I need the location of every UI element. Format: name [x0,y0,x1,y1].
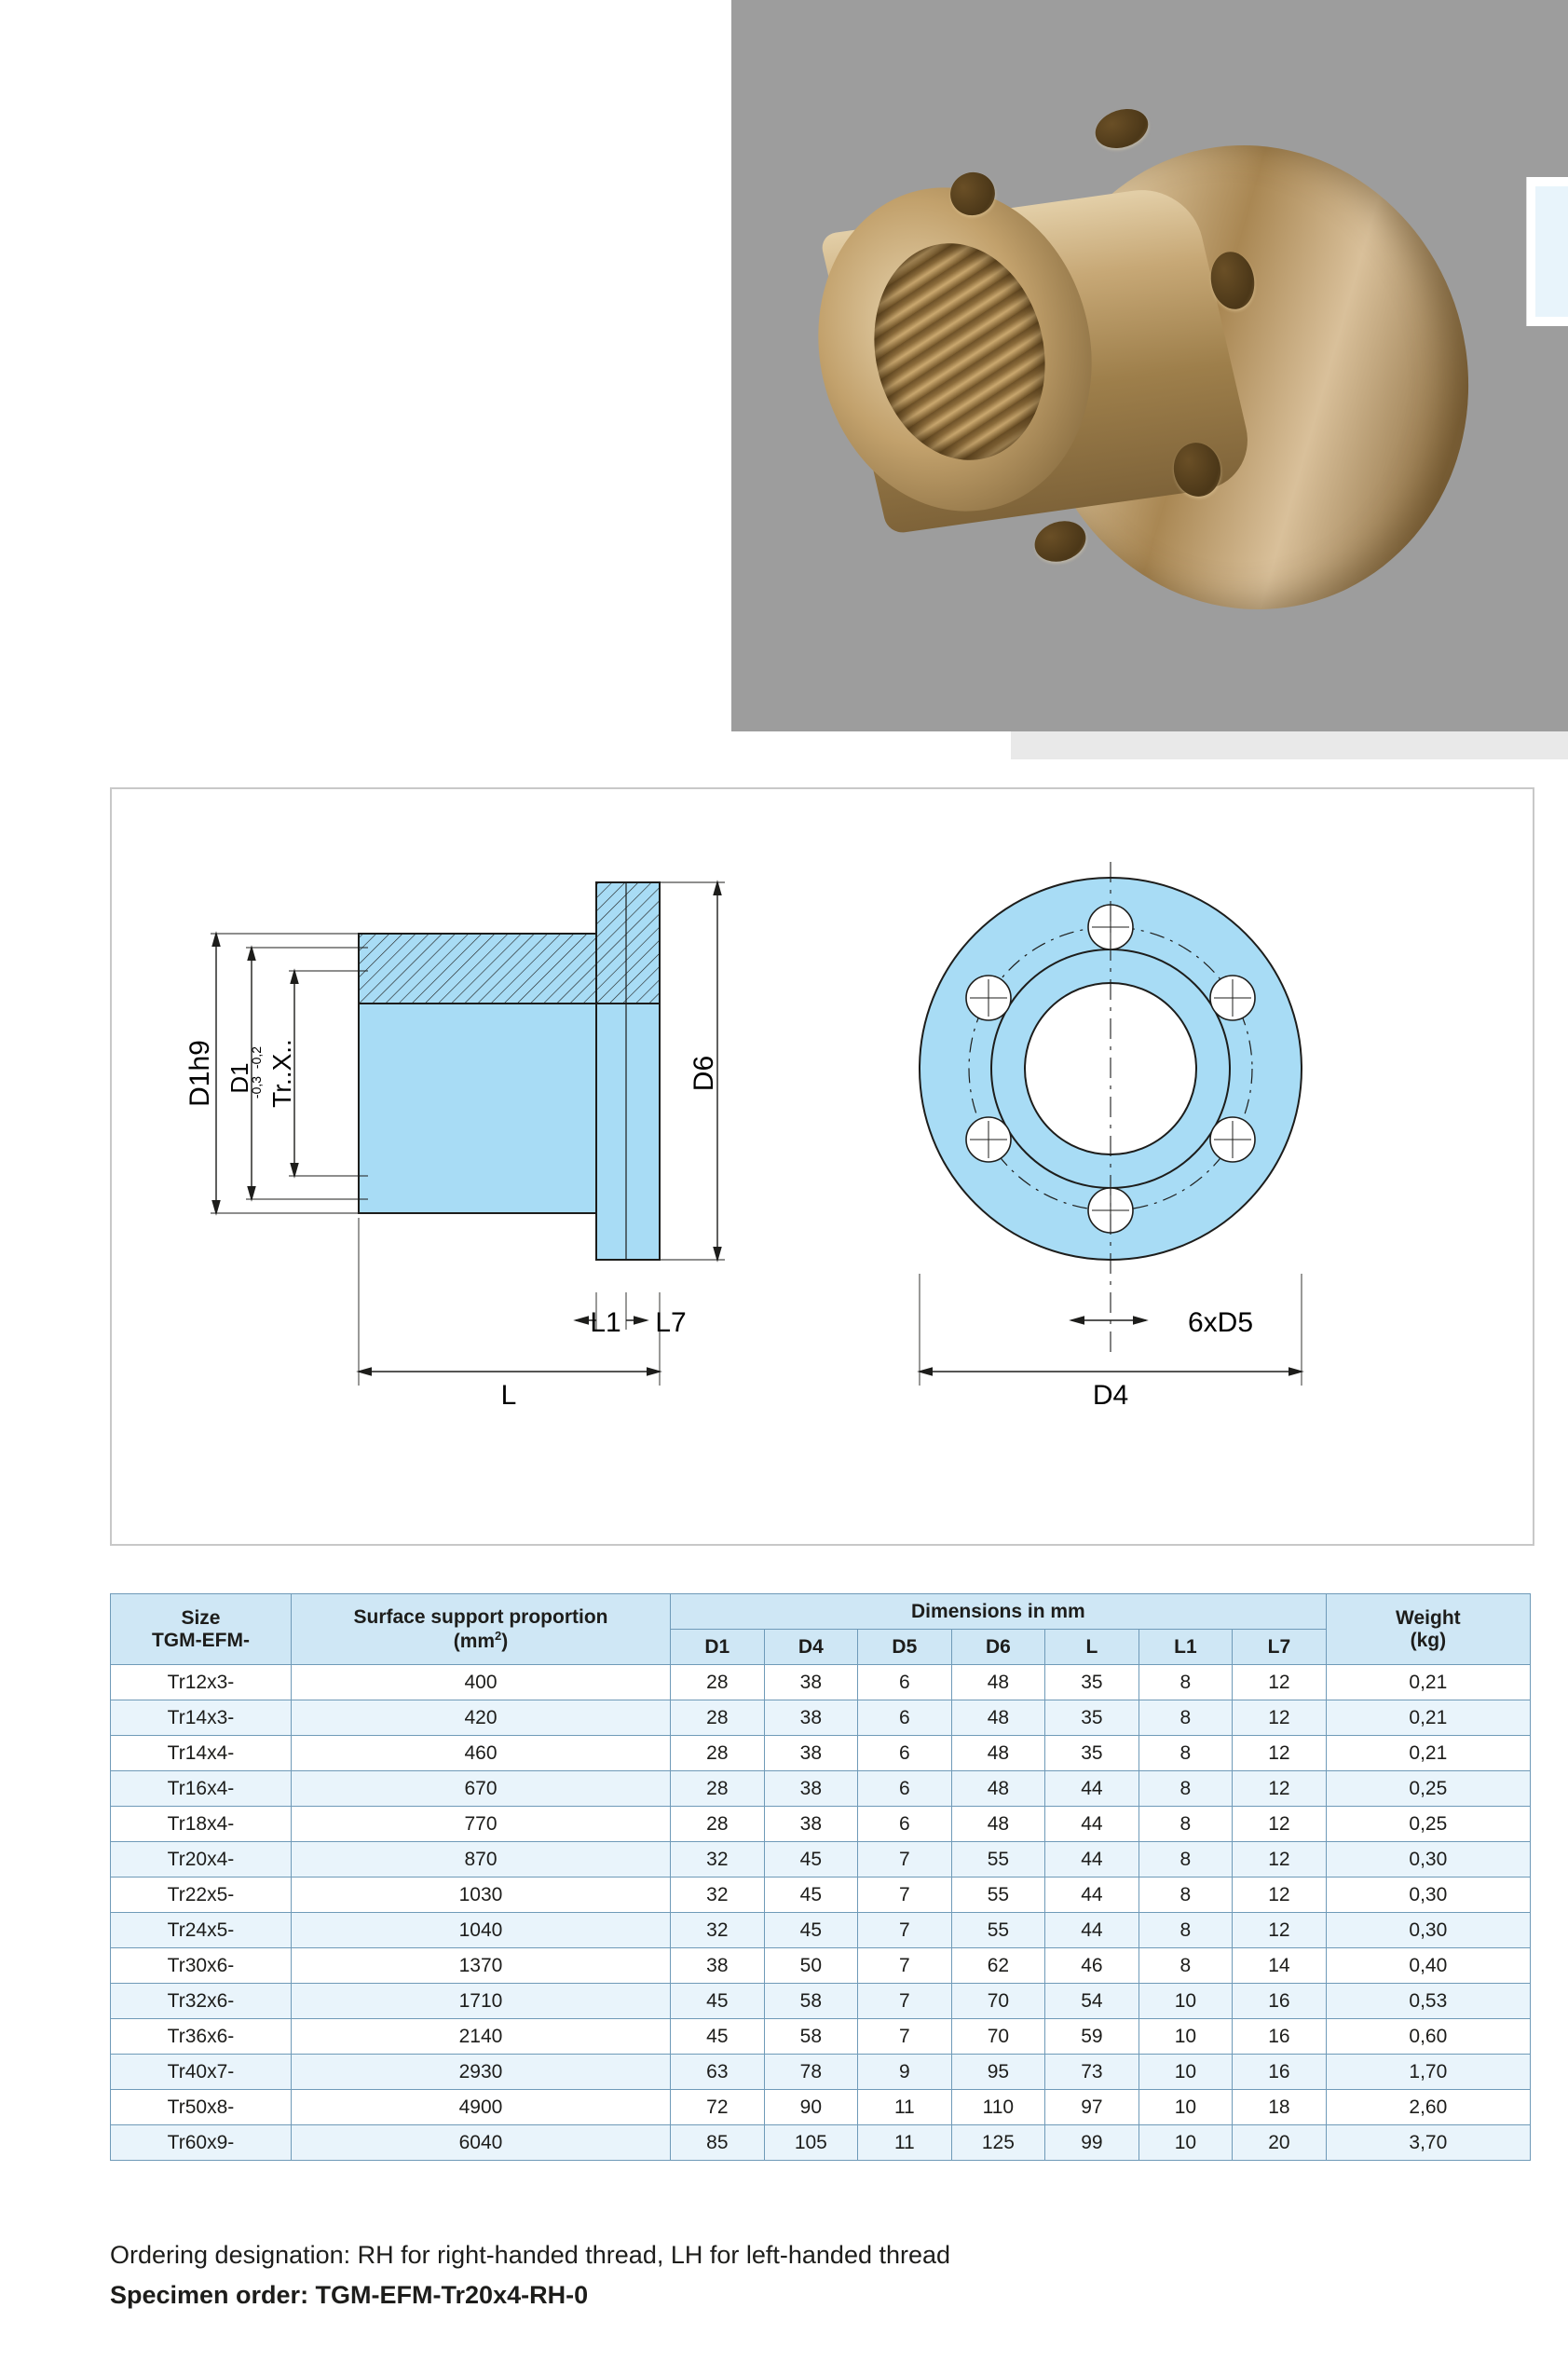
cell-l: 44 [1045,1807,1139,1842]
th-size-line1: Size [181,1606,221,1629]
th-weight-line2: (kg) [1410,1629,1447,1651]
bolt-hole [1090,102,1153,155]
th-dimensions-group: Dimensions in mm [671,1594,1327,1630]
cell-d1: 32 [671,1913,765,1948]
cell-d5: 11 [858,2125,952,2161]
cell-l: 44 [1045,1878,1139,1913]
cell-surface: 400 [291,1665,670,1700]
cell-d5: 6 [858,1700,952,1736]
cell-weight: 0,25 [1326,1807,1530,1842]
cell-l: 35 [1045,1665,1139,1700]
cell-d5: 7 [858,1984,952,2019]
th-d1: D1 [671,1630,765,1665]
cell-d1: 32 [671,1878,765,1913]
th-surface-support [291,1594,670,1665]
label-l: L [500,1380,517,1411]
cell-d6: 55 [951,1842,1045,1878]
th-surface-exponent: 2 [495,1628,502,1643]
cell-l7: 12 [1233,1878,1327,1913]
cell-l7: 12 [1233,1807,1327,1842]
table-row [111,2019,1531,2055]
cell-d5: 7 [858,1913,952,1948]
cell-l7: 16 [1233,1984,1327,2019]
cell-size: Tr16x4- [111,1771,292,1807]
cell-d4: 50 [764,1948,858,1984]
flange-nut-illustration [787,75,1523,652]
cell-surface: 6040 [291,2125,670,2161]
section-view [184,882,725,1411]
cell-weight: 0,21 [1326,1736,1530,1771]
specification-table [110,1593,1531,2161]
cell-surface: 870 [291,1842,670,1878]
cell-weight: 0,40 [1326,1948,1530,1984]
cell-l7: 12 [1233,1700,1327,1736]
cell-weight: 1,70 [1326,2055,1530,2090]
front-view [920,862,1302,1411]
cell-l1: 10 [1139,2055,1233,2090]
cell-surface: 460 [291,1736,670,1771]
cell-d4: 105 [764,2125,858,2161]
table-row [111,1878,1531,1913]
cell-d1: 28 [671,1665,765,1700]
cell-d4: 58 [764,1984,858,2019]
cell-d6: 70 [951,2019,1045,2055]
cell-size: Tr60x9- [111,2125,292,2161]
table-row [111,2055,1531,2090]
cell-l: 73 [1045,2055,1139,2090]
cell-weight: 0,25 [1326,1771,1530,1807]
cell-size: Tr50x8- [111,2090,292,2125]
label-l7: L7 [655,1307,687,1338]
cell-size: Tr14x3- [111,1700,292,1736]
cell-l1: 8 [1139,1948,1233,1984]
th-weight-line1: Weight [1396,1606,1461,1629]
cell-d6: 48 [951,1665,1045,1700]
table-row [111,1913,1531,1948]
cell-surface: 2140 [291,2019,670,2055]
technical-drawing-svg [112,789,1533,1544]
table-row [111,2125,1531,2161]
cell-d4: 58 [764,2019,858,2055]
cell-surface: 1710 [291,1984,670,2019]
cell-surface: 1040 [291,1913,670,1948]
cell-size: Tr36x6- [111,2019,292,2055]
table-row [111,1665,1531,1700]
cell-d5: 7 [858,1878,952,1913]
cell-l7: 12 [1233,1736,1327,1771]
table-row [111,2090,1531,2125]
cell-surface: 2930 [291,2055,670,2090]
cell-weight: 0,30 [1326,1842,1530,1878]
cell-d6: 55 [951,1878,1045,1913]
table-head [111,1594,1531,1665]
cell-d4: 38 [764,1700,858,1736]
cell-weight: 0,30 [1326,1913,1530,1948]
th-l: L [1045,1630,1139,1665]
cell-l1: 8 [1139,1665,1233,1700]
cell-d4: 45 [764,1842,858,1878]
table-row [111,1842,1531,1878]
cell-l: 44 [1045,1771,1139,1807]
cell-d5: 7 [858,1842,952,1878]
cell-d1: 85 [671,2125,765,2161]
cell-l1: 8 [1139,1913,1233,1948]
cell-l7: 12 [1233,1771,1327,1807]
th-d5: D5 [858,1630,952,1665]
ordering-designation: Ordering designation: RH for right-handed thread, LH for left-handed thread [110,2241,951,2269]
cell-d6: 48 [951,1771,1045,1807]
cell-l1: 8 [1139,1700,1233,1736]
cell-d4: 78 [764,2055,858,2090]
cell-d6: 70 [951,1984,1045,2019]
cell-l7: 12 [1233,1665,1327,1700]
cell-l: 97 [1045,2090,1139,2125]
cell-d6: 55 [951,1913,1045,1948]
cell-l1: 8 [1139,1771,1233,1807]
cell-d4: 38 [764,1807,858,1842]
cell-d4: 38 [764,1771,858,1807]
cell-weight: 0,21 [1326,1700,1530,1736]
cell-surface: 1030 [291,1878,670,1913]
cell-d4: 45 [764,1878,858,1913]
cell-weight: 3,70 [1326,2125,1530,2161]
cell-d4: 38 [764,1665,858,1700]
cell-surface: 770 [291,1807,670,1842]
label-6xd5: 6xD5 [1187,1307,1254,1338]
cell-l1: 10 [1139,1984,1233,2019]
cell-size: Tr12x3- [111,1665,292,1700]
footer-notes [110,2241,1507,2310]
photo-shadow [1011,731,1568,759]
specimen-order: Specimen order: TGM-EFM-Tr20x4-RH-0 [110,2281,589,2309]
cell-surface: 1370 [291,1948,670,1984]
cell-l1: 10 [1139,2125,1233,2161]
th-surface-line2 [292,1629,670,1653]
photo-baseline-white [731,731,1011,759]
cell-d1: 63 [671,2055,765,2090]
technical-drawing-panel [110,787,1534,1546]
cell-d6: 48 [951,1736,1045,1771]
th-surface-line1: Surface support proportion [353,1605,608,1628]
cell-d1: 38 [671,1948,765,1984]
cell-d5: 7 [858,2019,952,2055]
table-row [111,1771,1531,1807]
cell-d4: 90 [764,2090,858,2125]
cell-l: 35 [1045,1736,1139,1771]
label-d1-tol-lower: -0,3 [249,1075,264,1099]
cell-d6: 110 [951,2090,1045,2125]
cell-d1: 45 [671,1984,765,2019]
cell-surface: 670 [291,1771,670,1807]
table-row [111,1807,1531,1842]
cell-l7: 20 [1233,2125,1327,2161]
cell-l1: 10 [1139,2090,1233,2125]
cell-d1: 28 [671,1700,765,1736]
th-d6: D6 [951,1630,1045,1665]
table-row [111,1984,1531,2019]
cell-d6: 62 [951,1948,1045,1984]
product-photo [0,0,1568,755]
label-d6: D6 [689,1055,719,1092]
cell-l7: 12 [1233,1913,1327,1948]
table-row [111,1700,1531,1736]
th-surface-unit: (mm [453,1630,496,1652]
cell-d6: 125 [951,2125,1045,2161]
cell-size: Tr22x5- [111,1878,292,1913]
cell-d1: 28 [671,1736,765,1771]
cell-surface: 4900 [291,2090,670,2125]
table-body [111,1665,1531,2161]
cell-l1: 8 [1139,1842,1233,1878]
label-d1h9: D1h9 [184,1040,215,1107]
cell-d6: 95 [951,2055,1045,2090]
cell-surface: 420 [291,1700,670,1736]
label-d1-tolerance: D1 [225,1062,253,1094]
cell-d1: 32 [671,1842,765,1878]
cell-weight: 0,53 [1326,1984,1530,2019]
cell-d5: 6 [858,1736,952,1771]
th-size-line2: TGM-EFM- [151,1629,250,1651]
label-l1: L1 [590,1307,621,1338]
cell-weight: 2,60 [1326,2090,1530,2125]
page-edge-tab-accent [1535,186,1568,317]
th-d4: D4 [764,1630,858,1665]
cell-d1: 28 [671,1771,765,1807]
cell-size: Tr30x6- [111,1948,292,1984]
cell-l1: 8 [1139,1736,1233,1771]
cell-d1: 72 [671,2090,765,2125]
cell-size: Tr18x4- [111,1807,292,1842]
bolt-hole [1029,514,1091,567]
th-l7: L7 [1233,1630,1327,1665]
cell-d5: 9 [858,2055,952,2090]
cell-l1: 8 [1139,1807,1233,1842]
cell-d5: 6 [858,1771,952,1807]
table-row [111,1736,1531,1771]
cell-d1: 45 [671,2019,765,2055]
cell-l: 46 [1045,1948,1139,1984]
cell-d4: 38 [764,1736,858,1771]
table-header-row-1 [111,1594,1531,1630]
label-d1-tol-upper: -0,2 [249,1045,264,1070]
label-d4: D4 [1092,1380,1129,1411]
cell-l: 59 [1045,2019,1139,2055]
cell-d1: 28 [671,1807,765,1842]
specification-table-wrapper [110,1593,1531,2161]
cell-l: 99 [1045,2125,1139,2161]
cell-d4: 45 [764,1913,858,1948]
cell-size: Tr40x7- [111,2055,292,2090]
cell-l7: 14 [1233,1948,1327,1984]
cell-l: 54 [1045,1984,1139,2019]
th-l1: L1 [1139,1630,1233,1665]
th-surface-unit-close: ) [501,1630,509,1652]
cell-d6: 48 [951,1807,1045,1842]
cell-weight: 0,60 [1326,2019,1530,2055]
cell-l: 44 [1045,1913,1139,1948]
cell-d5: 6 [858,1807,952,1842]
th-weight [1326,1594,1530,1665]
cell-d5: 6 [858,1665,952,1700]
cell-d5: 11 [858,2090,952,2125]
cell-d5: 7 [858,1948,952,1984]
cell-l1: 10 [1139,2019,1233,2055]
cell-size: Tr20x4- [111,1842,292,1878]
cell-l: 35 [1045,1700,1139,1736]
cell-l7: 16 [1233,2055,1327,2090]
cell-l7: 16 [1233,2019,1327,2055]
cell-size: Tr14x4- [111,1736,292,1771]
cell-weight: 0,21 [1326,1665,1530,1700]
cell-l7: 12 [1233,1842,1327,1878]
cell-l7: 18 [1233,2090,1327,2125]
cell-size: Tr24x5- [111,1913,292,1948]
cell-size: Tr32x6- [111,1984,292,2019]
th-size [111,1594,292,1665]
cell-d6: 48 [951,1700,1045,1736]
cell-weight: 0,30 [1326,1878,1530,1913]
table-row [111,1948,1531,1984]
label-thread: Tr..X.. [267,1039,296,1108]
cell-l1: 8 [1139,1878,1233,1913]
cell-l: 44 [1045,1842,1139,1878]
